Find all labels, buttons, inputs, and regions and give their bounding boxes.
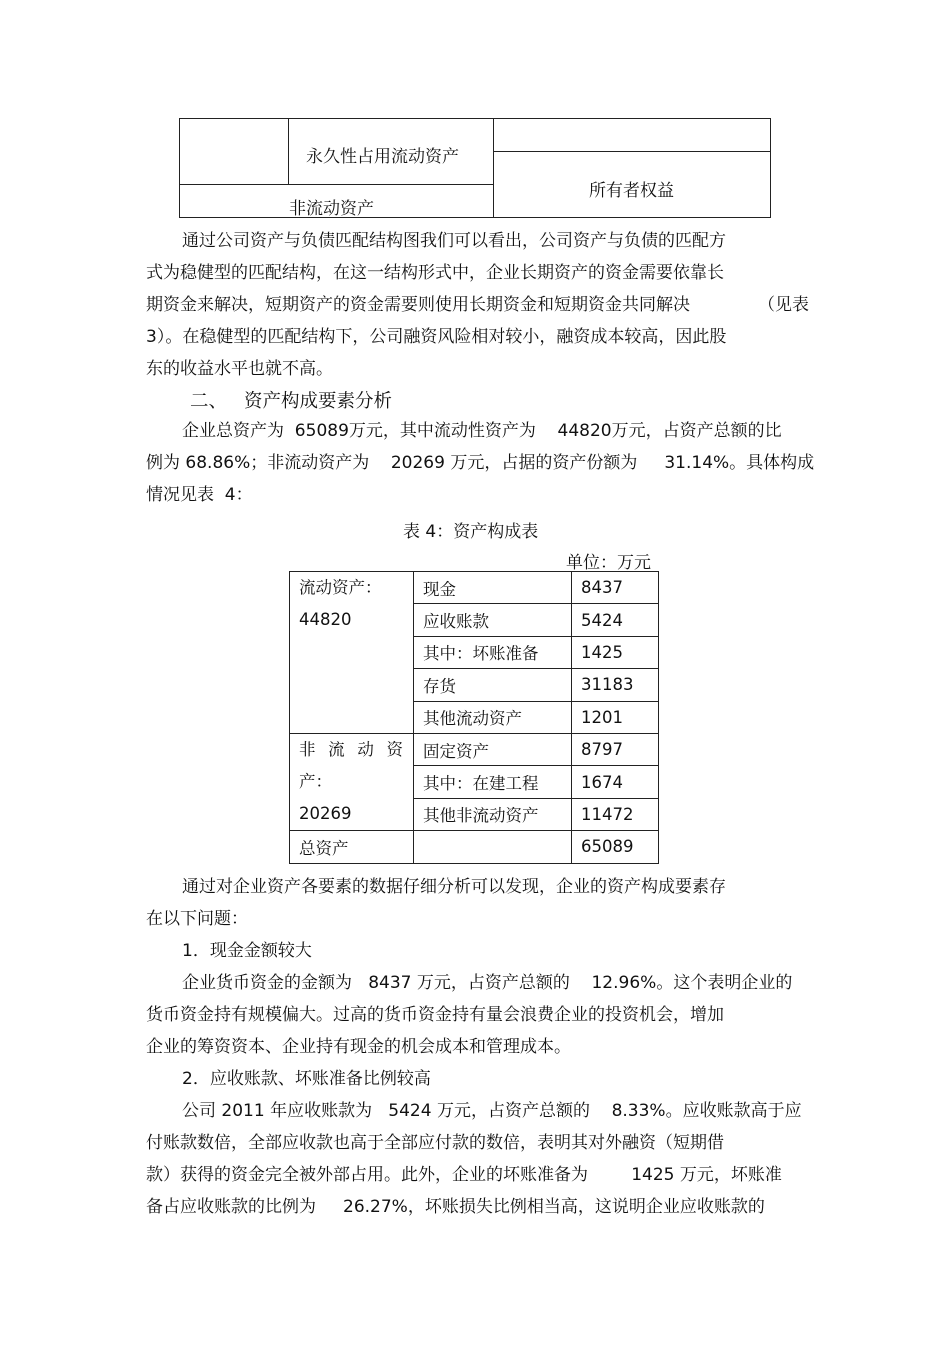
total-assets-empty-cell xyxy=(414,831,572,863)
item2-heading: 2．应收账款、坏账准备比例较高 xyxy=(182,1069,431,1089)
table-cell-value: 5424 xyxy=(572,604,659,636)
table-cell-item: 其他非流动资产 xyxy=(414,798,572,830)
current-assets-group-cell xyxy=(290,572,414,734)
noncurrent-label-char: 流 xyxy=(328,739,345,759)
para2-line-2: 例为 68.86%；非流动资产为 20269 万元，占据的资产份额为 31.14%。具体构成 xyxy=(146,453,815,473)
para3-line-2: 在以下问题： xyxy=(146,909,248,929)
noncurrent-label-char: 动 xyxy=(357,739,374,759)
table-cell-item: 存货 xyxy=(414,669,572,701)
item1-line-1: 企业货币资金的金额为 8437 万元，占资产总额的 12.96%。这个表明企业的 xyxy=(182,973,793,993)
item1-line-2: 货币资金持有规模偏大。过高的货币资金持有量会浪费企业的投资机会，增加 xyxy=(146,1005,724,1025)
total-assets-value: 65089 xyxy=(572,831,659,863)
table-cell-item: 其中：坏账准备 xyxy=(414,636,572,668)
para2-line-3: 情况见表 4： xyxy=(146,485,253,505)
item2-line-3: 款）获得的资金完全被外部占用。此外，企业的坏账准备为 1425 万元，坏账准 xyxy=(146,1165,782,1185)
item2-line-1: 公司 2011 年应收账款为 5424 万元，占资产总额的 8.33%。应收账款高于应 xyxy=(182,1101,802,1121)
table-cell-item: 应收账款 xyxy=(414,604,572,636)
diagram-cell-liability-blank xyxy=(493,118,771,152)
para1-line-5: 东的收益水平也就不高。 xyxy=(146,359,333,379)
para3-line-1: 通过对企业资产各要素的数据仔细分析可以发现，企业的资产构成要素存 xyxy=(182,877,726,897)
noncurrent-assets-total: 20269 xyxy=(299,803,352,823)
diagram-label-permanent-current: 永久性占用流动资产 xyxy=(306,147,459,167)
total-assets-label: 总资产 xyxy=(290,831,414,863)
diagram-label-equity: 所有者权益 xyxy=(589,181,674,201)
para2-line-1: 企业总资产为 65089万元，其中流动性资产为 44820万元，占资产总额的比 xyxy=(182,421,782,441)
table-row xyxy=(290,733,659,765)
asset-structure-table xyxy=(289,571,659,864)
section-title: 资产构成要素分析 xyxy=(244,391,393,412)
para1-line-3-ref: （见表 xyxy=(758,295,809,315)
table-cell-value: 8797 xyxy=(572,733,659,765)
table4-unit: 单位：万元 xyxy=(566,553,651,573)
diagram-cell-blank xyxy=(179,118,289,185)
table-cell-value: 1674 xyxy=(572,766,659,798)
section-number: 二、 xyxy=(190,391,228,412)
table-cell-value: 11472 xyxy=(572,798,659,830)
noncurrent-label-char: 非 xyxy=(299,739,316,759)
item1-heading: 1．现金金额较大 xyxy=(182,941,312,961)
table-cell-item: 其他流动资产 xyxy=(414,701,572,733)
table-cell-value: 1201 xyxy=(572,701,659,733)
para1-line-4: 3）。在稳健型的匹配结构下，公司融资风险相对较小，融资成本较高，因此股 xyxy=(146,327,727,347)
table4-caption: 表 4：资产构成表 xyxy=(403,522,539,542)
para1-line-2: 式为稳健型的匹配结构，在这一结构形式中，企业长期资产的资金需要依靠长 xyxy=(146,263,724,283)
table-cell-value: 1425 xyxy=(572,636,659,668)
table-cell-item: 现金 xyxy=(414,572,572,604)
table-cell-value: 8437 xyxy=(572,572,659,604)
para1-line-3: 期资金来解决，短期资产的资金需要则使用长期资金和短期资金共同解决 xyxy=(146,295,690,315)
current-assets-total: 44820 xyxy=(299,610,352,629)
noncurrent-label-char: 资 xyxy=(386,739,403,759)
matching-structure-diagram xyxy=(179,118,771,218)
table-cell-item: 其中：在建工程 xyxy=(414,766,572,798)
noncurrent-assets-label xyxy=(299,734,403,766)
noncurrent-assets-group-cell xyxy=(290,733,414,830)
diagram-label-noncurrent: 非流动资产 xyxy=(289,199,374,219)
item2-line-4: 备占应收账款的比例为 26.27%，坏账损失比例相当高，这说明企业应收账款的 xyxy=(146,1197,765,1217)
para1-line-1: 通过公司资产与负债匹配结构图我们可以看出，公司资产与负债的匹配方 xyxy=(182,231,726,251)
item2-line-2: 付账款数倍，全部应收款也高于全部应付款的数倍，表明其对外融资（短期借 xyxy=(146,1133,724,1153)
table-cell-item: 固定资产 xyxy=(414,733,572,765)
noncurrent-assets-label-line2: 产： xyxy=(299,771,332,791)
table-row-total xyxy=(290,831,659,863)
table-row xyxy=(290,572,659,604)
table-cell-value: 31183 xyxy=(572,669,659,701)
current-assets-label: 流动资产： xyxy=(299,578,382,597)
item1-line-3: 企业的筹资资本、企业持有现金的机会成本和管理成本。 xyxy=(146,1037,571,1057)
